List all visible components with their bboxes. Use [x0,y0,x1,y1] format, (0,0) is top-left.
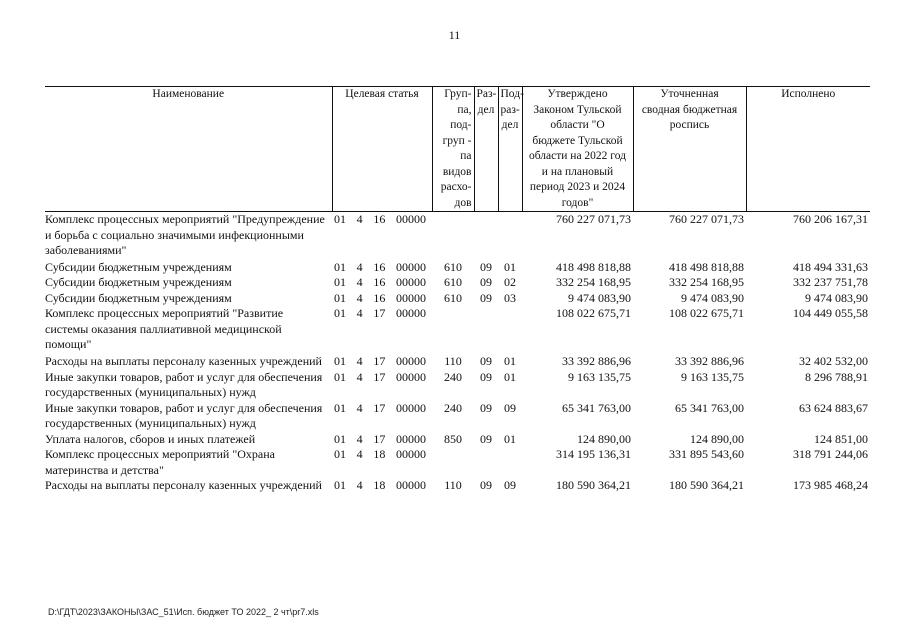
row-subsection: 03 [504,290,516,305]
row-refined: 180 590 364,21 [669,478,744,492]
row-section [474,306,498,354]
row-name: Комплекс процессных мероприятий "Предупреждение и борьба с социально значимыми инфекционными заболеваниями" [45,212,325,257]
table-row [45,432,870,448]
row-approved: 9 163 135,75 [568,369,631,384]
row-approved: 314 195 136,31 [556,447,631,461]
row-group [432,212,474,260]
row-executed: 418 494 331,63 [793,259,868,274]
header-target: Целевая статья [332,87,432,212]
row-approved: 65 341 763,00 [562,400,631,415]
row-target-code: 01 4 16 00000 [334,212,426,226]
header-section: Раз- дел [474,87,498,212]
row-approved: 33 392 886,96 [562,354,631,368]
budget-table [45,86,870,494]
row-group: 110 [444,354,462,368]
header-group: Груп- па, под- груп - па видов расхо- дов [432,87,474,212]
file-path-footer: D:\ГДТ\2023\ЗАКОНЫ\ЗАС_51\Исп. бюджет ТО 2022_ 2 чт\pr7.xls [48,607,319,617]
row-subsection: 09 [504,400,516,415]
table-row [45,275,870,291]
table-row [45,370,870,401]
row-group: 610 [444,275,462,289]
table-header-row [45,87,870,212]
row-subsection: 01 [504,369,516,384]
row-target-code: 01 4 17 00000 [334,354,426,368]
header-approved: Утверждено Законом Тульской области "О бюджете Тульской области на 2022 год и на плановый период 2023 и 2024 годов" [522,87,633,212]
row-subsection: 01 [504,431,516,446]
row-executed: 318 791 244,06 [793,447,868,461]
row-refined: 108 022 675,71 [669,306,744,320]
row-refined: 418 498 818,88 [669,259,744,274]
table-row [45,354,870,370]
row-approved: 332 254 168,95 [556,275,631,289]
row-section: 09 [480,478,492,492]
table-row [45,447,870,478]
row-executed: 9 474 083,90 [805,290,868,305]
row-name: Субсидии бюджетным учреждениям [45,290,232,305]
row-target-code: 01 4 17 00000 [334,431,426,446]
row-name: Комплекс процессных мероприятий "Охрана материнства и детства" [45,447,275,477]
row-group: 610 [444,259,462,274]
row-name: Расходы на выплаты персоналу казенных учреждений [45,354,322,368]
row-subsection [498,212,522,260]
row-executed: 332 237 751,78 [793,275,868,289]
row-executed: 104 449 055,58 [793,306,868,320]
row-name: Иные закупки товаров, работ и услуг для обеспечения государственных (муниципальных) нужд [45,369,323,399]
row-approved: 108 022 675,71 [556,306,631,320]
row-approved: 418 498 818,88 [556,259,631,274]
table-row [45,478,870,494]
table-row [45,306,870,354]
header-name: Наименование [45,87,332,212]
row-name: Субсидии бюджетным учреждениям [45,259,232,274]
row-approved: 760 227 071,73 [556,212,631,226]
row-approved: 180 590 364,21 [556,478,631,492]
row-subsection [498,306,522,354]
row-section: 09 [480,369,492,384]
row-refined: 9 163 135,75 [681,369,744,384]
row-group [432,306,474,354]
row-group: 240 [444,369,462,384]
row-refined: 332 254 168,95 [669,275,744,289]
row-section: 09 [480,400,492,415]
row-refined: 65 341 763,00 [675,400,744,415]
row-target-code: 01 4 17 00000 [334,306,426,320]
row-name: Комплекс процессных мероприятий "Развитие системы оказания паллиативной медицинской помощи" [45,306,284,351]
row-section: 09 [480,290,492,305]
row-section: 09 [480,259,492,274]
header-refined: Уточненная сводная бюджетная роспись [633,87,746,212]
row-refined: 9 474 083,90 [681,290,744,305]
row-group: 240 [444,400,462,415]
row-group: 610 [444,290,462,305]
row-section: 09 [480,431,492,446]
row-subsection: 01 [504,259,516,274]
row-target-code: 01 4 17 00000 [334,369,426,384]
row-target-code: 01 4 18 00000 [334,447,426,461]
row-approved: 9 474 083,90 [568,290,631,305]
row-section [474,212,498,260]
row-target-code: 01 4 17 00000 [334,400,426,415]
row-executed: 8 296 788,91 [805,369,868,384]
row-name: Иные закупки товаров, работ и услуг для обеспечения государственных (муниципальных) нужд [45,400,323,430]
row-section: 09 [480,354,492,368]
row-executed: 63 624 883,67 [799,400,868,415]
table-row [45,291,870,307]
row-executed: 173 985 468,24 [793,478,868,492]
row-group: 850 [444,431,462,446]
row-name: Уплата налогов, сборов и иных платежей [45,431,256,446]
row-refined: 760 227 071,73 [669,212,744,226]
row-refined: 124 890,00 [690,431,744,446]
row-executed: 760 206 167,31 [793,212,868,226]
table-row [45,212,870,260]
row-subsection: 09 [504,478,516,492]
table-row [45,401,870,432]
row-name: Расходы на выплаты персоналу казенных учреждений [45,478,322,492]
row-refined: 33 392 886,96 [675,354,744,368]
row-target-code: 01 4 16 00000 [334,290,426,305]
row-target-code: 01 4 16 00000 [334,275,426,289]
row-target-code: 01 4 16 00000 [334,259,426,274]
table-row [45,260,870,276]
header-subsection: Под- раз- дел [498,87,522,212]
row-name: Субсидии бюджетным учреждениям [45,275,232,289]
row-approved: 124 890,00 [577,431,631,446]
row-refined: 331 895 543,60 [669,447,744,461]
page-number: 11 [448,28,461,42]
row-subsection: 01 [504,354,516,368]
row-section: 09 [480,275,492,289]
header-executed: Исполнено [746,87,870,212]
row-subsection: 02 [504,275,516,289]
row-executed: 124 851,00 [814,431,868,446]
row-subsection [498,447,522,478]
row-group: 110 [444,478,462,492]
row-section [474,447,498,478]
row-group [432,447,474,478]
row-executed: 32 402 532,00 [799,354,868,368]
row-target-code: 01 4 18 00000 [334,478,426,492]
